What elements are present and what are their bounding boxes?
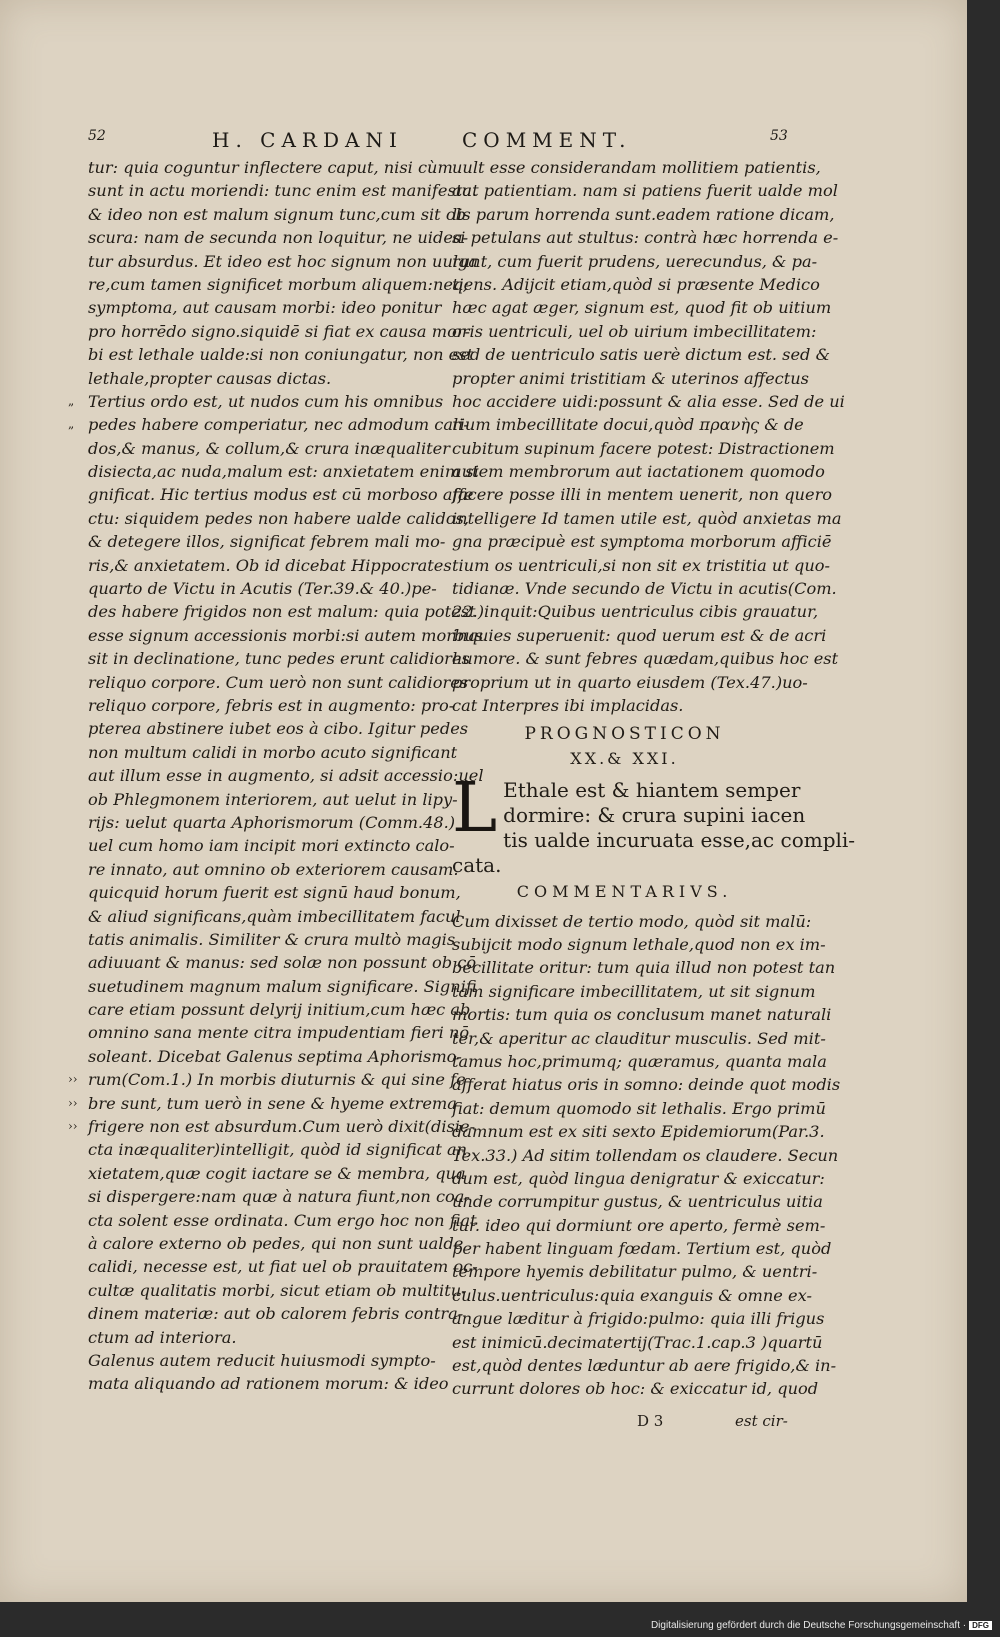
- text-line: unde corrumpitur gustus, & uentriculus uitia: [452, 1192, 823, 1212]
- prognosticon-title: PROGNOSTICON: [524, 724, 725, 745]
- text-line: [88, 437, 450, 460]
- line-text: symptoma, aut causam morbi: ideo ponitur: [88, 298, 442, 318]
- text-line: si petulans aut stultus: contrà hæc horrenda e-: [452, 228, 839, 248]
- line-text: lethale,propter causas dictas.: [88, 368, 332, 388]
- text-line: [88, 951, 477, 974]
- line-text: omnino sana mente citra impudentiam fieri nō: [88, 1023, 470, 1043]
- line-text: aut illum esse in augmento, si adsit accessio:uel: [88, 766, 484, 786]
- prognosticon-number: XX.& XXI.: [570, 748, 679, 768]
- text-line: sed de uentriculo satis uerè dictum est. sed &: [452, 345, 830, 365]
- line-text: ctum ad interiora.: [88, 1327, 237, 1347]
- text-line: [88, 156, 453, 179]
- line-text: bi est lethale ualde:si non coniungatur, non est: [88, 345, 474, 365]
- line-text: adiuuant & manus: sed solæ non possunt ob cō: [88, 953, 477, 973]
- text-line: [88, 811, 456, 834]
- text-line: [88, 600, 476, 623]
- text-line: runt, cum fuerit prudens, uerecundus, & pa-: [452, 251, 818, 271]
- text-line: [88, 1372, 449, 1395]
- text-line: damnum est ex siti sexto Epidemiorum(Par.3.: [452, 1122, 825, 1142]
- line-text: pro horrēdo signo.siquidē si fiat ex causa mor-: [88, 321, 471, 341]
- line-text: à calore externo ob pedes, qui non sunt ualde: [88, 1233, 464, 1253]
- text-line: afferat hiatus oris in somno: deinde quot modis: [452, 1075, 841, 1095]
- line-text: pedes habere comperiatur, nec admodum cali-: [88, 415, 469, 435]
- text-line: [68, 1115, 476, 1138]
- line-text: reliquo corpore. Cum uerò non sunt calidiores: [88, 672, 469, 692]
- line-text: Galenus autem reducit huiusmodi sympto-: [88, 1350, 436, 1370]
- lemma-text: [452, 769, 856, 878]
- line-text: & aliud significans,quàm imbecillitatem facul: [88, 906, 461, 926]
- text-line: [88, 975, 477, 998]
- text-line: [88, 1302, 464, 1325]
- text-line: uult esse considerandam mollitiem patientis,: [452, 158, 821, 177]
- text-line: propter animi tristitiam & uterinos affectus: [452, 368, 809, 388]
- text-line: [88, 179, 478, 202]
- page-number-right: 53: [770, 128, 788, 144]
- text-line: 22.)inquit:Quibus uentriculus cibis grauatur,: [452, 602, 819, 622]
- text-line: tis ualde incuruata esse,ac compli-: [503, 828, 856, 853]
- line-text: sunt in actu moriendi: tunc enim est manifesta.: [88, 181, 478, 201]
- page-number-left: 52: [88, 128, 106, 144]
- line-text: pterea abstinere iubet eos à cibo. Igitur pedes: [88, 719, 469, 739]
- text-line: [88, 998, 471, 1021]
- text-line: [88, 1326, 433, 1349]
- text-line: tam significare imbecillitatem, ut sit signum: [452, 981, 816, 1001]
- text-line: [88, 1255, 478, 1278]
- text-line: rium imbecillitate docui,quòd πρανὴς & de: [452, 415, 804, 435]
- margin-marker: „: [68, 417, 75, 432]
- text-line: [88, 1232, 464, 1255]
- text-line: tidianæ. Vnde secundo de Victu in acutis(Com.: [452, 579, 837, 599]
- text-line: [88, 296, 442, 319]
- text-line: [88, 928, 456, 951]
- text-line: [88, 226, 469, 249]
- text-line: subijcit modo signum lethale,quod non ex im-: [452, 934, 826, 954]
- text-line: cat Interpres ibi implacidas.: [452, 695, 684, 715]
- text-line: dum est, quòd lingua denigratur & exiccatur:: [452, 1168, 825, 1188]
- line-text: Tertius ordo est, ut nudos cum his omnibus: [88, 391, 444, 411]
- text-line: [68, 390, 444, 413]
- line-text: disiecta,ac nuda,malum est: anxietatem enim si: [88, 462, 479, 482]
- text-line: [88, 1021, 470, 1044]
- text-line: [88, 250, 479, 273]
- text-line: [88, 858, 459, 881]
- text-line: [88, 741, 458, 764]
- running-head-left: H. CARDANI: [212, 128, 403, 152]
- line-text: cultæ qualitatis morbi, sicut etiam ob multitu-: [88, 1280, 467, 1300]
- line-text: calidi, necesse est, ut fiat uel ob prauitatem oc-: [88, 1257, 478, 1277]
- line-text: des habere frigidos non est malum: quia potest: [88, 602, 476, 622]
- text-line: [88, 694, 455, 717]
- text-line: [88, 530, 446, 553]
- text-line: [88, 483, 474, 506]
- line-text: sit in declinatione, tunc pedes erunt calidiores: [88, 649, 470, 669]
- text-line: tium os uentriculi,si non sit ex tristitia ut quo-: [452, 555, 830, 575]
- line-text: quarto de Victu in Acutis (Ter.39.& 40.)pe-: [88, 579, 437, 599]
- text-line: [88, 1349, 436, 1372]
- line-text: quicquid horum fuerit est signū haud bonum,: [88, 883, 461, 903]
- line-text: gnificat. Hic tertius modus est cū morboso affe: [88, 485, 474, 505]
- text-line: hoc accidere uidi:possunt & alia esse. Sed de ui: [452, 391, 845, 411]
- initial-letter: L: [452, 769, 498, 849]
- commentarius-title: COMMENTARIVS.: [516, 882, 733, 902]
- text-line: [88, 788, 458, 811]
- text-line: [88, 577, 437, 600]
- text-line: [88, 764, 484, 787]
- line-text: ob Phlegmonem interiorem, aut uelut in lipy-: [88, 789, 458, 809]
- text-line: [68, 1092, 457, 1115]
- text-line: [88, 1045, 462, 1068]
- text-line: [88, 834, 455, 857]
- text-line: fiat: demum quomodo sit lethalis. Ergo primū: [452, 1098, 826, 1118]
- line-text: tur absurdus. Et ideo est hoc signum non uulga: [88, 251, 479, 271]
- digitization-credit: [651, 1620, 992, 1631]
- text-line: angue læditur à frigido:pulmo: quia illi frigus: [452, 1309, 825, 1329]
- line-text: scura: nam de secunda non loquitur, ne uidea-: [88, 228, 469, 248]
- text-line: dormire: & crura supini iacen: [503, 803, 806, 828]
- line-text: frigere non est absurdum.Cum uerò dixit(disie-: [88, 1117, 476, 1137]
- text-line: [68, 413, 469, 436]
- text-line: est inimicū.decimatertij(Trac.1.cap.3 )quartū: [452, 1332, 823, 1352]
- text-line: [88, 647, 470, 670]
- line-text: uel cum homo iam incipit mori extincto calo-: [88, 836, 455, 856]
- text-line: tamus hoc,primumq; quæramus, quanta mala: [452, 1051, 827, 1071]
- text-line: [88, 1162, 466, 1185]
- text-line: gna præcipuè est symptoma morborum afficiē: [452, 532, 832, 552]
- text-line: ter,& aperitur ac clauditur musculis. Sed mit-: [452, 1028, 826, 1048]
- text-line: Cum dixisset de tertio modo, quòd sit malū:: [452, 911, 812, 931]
- line-text: xietatem,quæ cogit iactare se & membra, qua: [88, 1163, 466, 1183]
- line-text: suetudinem magnum malum significare. Signifi: [88, 976, 477, 996]
- line-text: non multum calidi in morbo acuto significant: [88, 742, 458, 762]
- text-line: [88, 624, 484, 647]
- text-line: cubitum supinum facere potest: Distractionem: [452, 438, 835, 458]
- dfg-logo: DFG: [969, 1621, 992, 1630]
- text-line: [88, 367, 433, 390]
- text-line: [88, 203, 466, 226]
- text-line: oris uentriculi, uel ob uirium imbecillitatem:: [452, 321, 817, 341]
- lemma-block: [452, 769, 856, 878]
- text-line: facere posse illi in mentem uenerit, non quero: [452, 485, 833, 505]
- text-line: cata.: [452, 853, 502, 878]
- text-line: tur. ideo qui dormiunt ore aperto, fermè sem-: [452, 1215, 826, 1235]
- text-line: [88, 905, 461, 928]
- line-text: tur: quia coguntur inflectere caput, nisi cùm: [88, 158, 453, 177]
- commentarius-text: [452, 910, 841, 1401]
- text-line: [88, 717, 469, 740]
- line-text: ris,& anxietatem. Ob id dicebat Hippocrates: [88, 555, 452, 575]
- text-line: mortis: tum quia os conclusum manet naturali: [452, 1005, 832, 1025]
- line-text: cta solent esse ordinata. Cum ergo hoc non fiat: [88, 1210, 477, 1230]
- line-text: cta inæqualiter)intelligit, quòd id significat an: [88, 1140, 468, 1160]
- signature-mark: D 3: [637, 1412, 664, 1430]
- text-line: Ethale est & hiantem semper: [503, 778, 801, 803]
- text-line: [88, 881, 461, 904]
- text-line: [88, 1138, 468, 1161]
- running-head-right: COMMENT.: [462, 128, 632, 152]
- margin-marker: ››: [68, 1119, 78, 1134]
- text-line: [88, 507, 470, 530]
- line-text: re,cum tamen significet morbum aliquem:neq;: [88, 274, 469, 294]
- left-column: [68, 156, 484, 1396]
- line-text: tatis animalis. Similiter & crura multò magis: [88, 929, 456, 949]
- text-line: tiens. Adijcit etiam,quòd si præsente Medico: [452, 274, 820, 294]
- line-text: care etiam possunt delyrij initium,cum hæc ab: [88, 1000, 471, 1020]
- text-line: lis parum horrenda sunt.eadem ratione dicam,: [452, 204, 835, 224]
- text-line: becillitate oritur: tum quia illud non potest tan: [452, 958, 836, 978]
- text-line: proprium ut in quarto eiusdem (Tex.47.)uo-: [452, 672, 808, 692]
- margin-marker: ››: [68, 1095, 78, 1110]
- text-line: humore. & sunt febres quædam,quibus hoc est: [452, 649, 839, 669]
- line-text: rijs: uelut quarta Aphorismorum (Comm.48.): [88, 812, 456, 832]
- text-line: inquies superuenit: quod uerum est & de acri: [452, 625, 827, 645]
- credit-text: Digitalisierung gefördert durch die Deutsche Forschungsgemeinschaft ·: [650, 1620, 967, 1631]
- line-text: dinem materiæ: aut ob calorem febris contra-: [88, 1304, 464, 1324]
- text-line: [88, 1209, 477, 1232]
- line-text: dos,& manus, & collum,& crura inæqualiter: [88, 438, 450, 458]
- text-line: per habent linguam fœdam. Tertium est, quòd: [452, 1239, 832, 1259]
- text-line: [68, 1068, 466, 1091]
- line-text: & ideo non est malum signum tunc,cum sit ob: [88, 204, 466, 224]
- margin-marker: „: [68, 393, 75, 408]
- line-text: soleant. Dicebat Galenus septima Aphorismo-: [88, 1046, 462, 1066]
- text-line: [88, 671, 469, 694]
- text-line: aut patientiam. nam si patiens fuerit ualde mol: [452, 181, 838, 201]
- text-line: [88, 1185, 470, 1208]
- margin-marker: ››: [68, 1072, 78, 1087]
- right-column: [452, 156, 856, 1401]
- line-text: re innato, aut omnino ob exteriorem causam.: [88, 859, 459, 879]
- line-text: bre sunt, tum uerò in sene & hyeme extrema: [88, 1093, 457, 1113]
- text-line: currunt dolores ob hoc: & exiccatur id, quod: [452, 1379, 819, 1399]
- right-column-text: [452, 156, 845, 717]
- text-line: Tex.33.) Ad sitim tollendam os claudere. Secun: [452, 1145, 839, 1165]
- text-line: [88, 320, 471, 343]
- text-line: [88, 460, 479, 483]
- line-text: mata aliquando ad rationem morum: & ideo: [88, 1374, 449, 1394]
- line-text: & detegere illos, significat febrem mali mo-: [88, 532, 446, 552]
- text-line: [88, 343, 474, 366]
- line-text: si dispergere:nam quæ à natura fiunt,non coa-: [88, 1187, 470, 1207]
- line-text: reliquo corpore, febris est in augmento: pro-: [88, 695, 455, 715]
- line-text: ctu: siquidem pedes non habere ualde calidos,: [88, 508, 470, 528]
- text-line: culus.uentriculus:quia exanguis & omne ex-: [452, 1285, 812, 1305]
- text-line: [88, 1279, 467, 1302]
- text-line: [88, 273, 469, 296]
- text-line: hæc agat æger, signum est, quod fit ob uitium: [452, 298, 832, 318]
- text-line: est,quòd dentes læduntur ab aere frigido,& in-: [452, 1356, 837, 1376]
- line-text: esse signum accessionis morbi:si autem morbus: [88, 625, 484, 645]
- line-text: rum(Com.1.) In morbis diuturnis & qui sine fe: [88, 1070, 466, 1090]
- text-line: tempore hyemis debilitatur pulmo, & uentri-: [452, 1262, 818, 1282]
- text-line: [88, 554, 452, 577]
- text-line: intelligere Id tamen utile est, quòd anxietas ma: [452, 508, 842, 528]
- text-line: autem membrorum aut iactationem quomodo: [452, 462, 825, 482]
- catchword: est cir-: [735, 1412, 788, 1430]
